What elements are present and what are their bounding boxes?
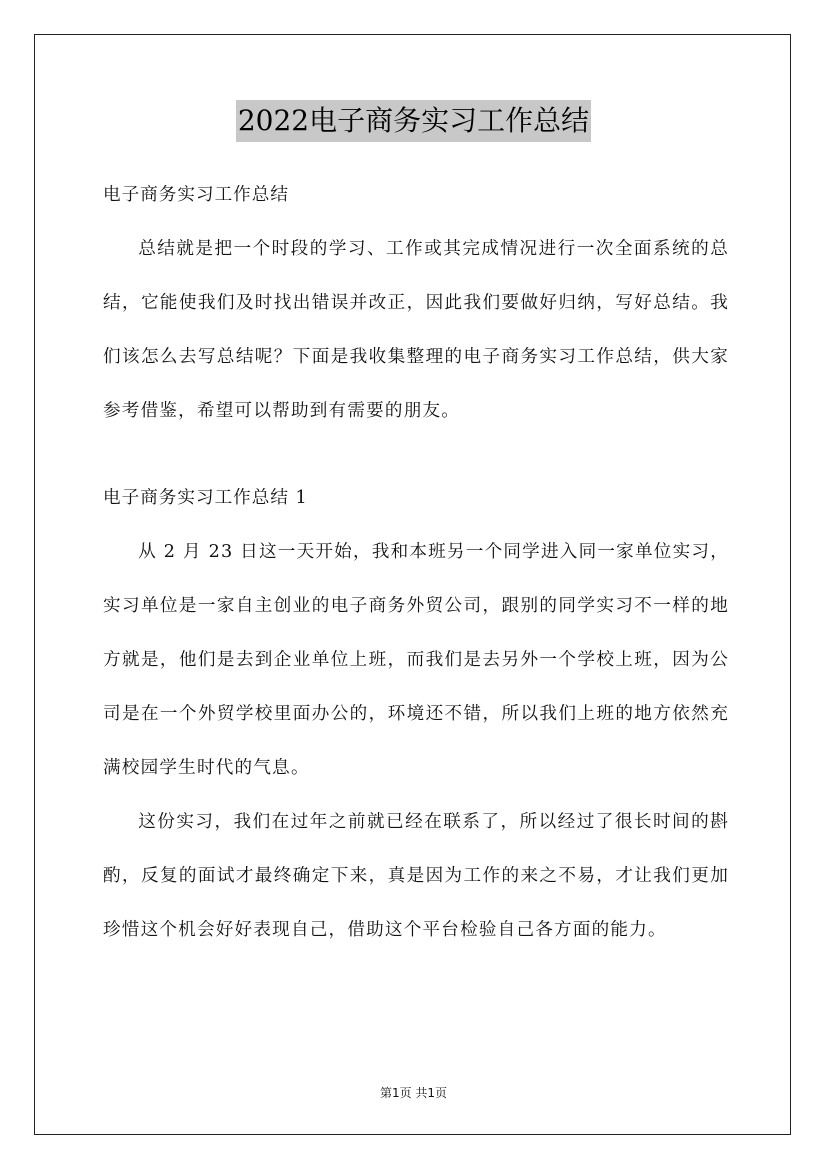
section1-paragraph-1: 从 2 月 23 日这一天开始，我和本班另一个同学进入同一家单位实习，实习单位是一家自主创业的电子商务外贸公司，跟别的同学实习不一样的地方就是，他们是去到企业单位上班，而我们是去另外一个学校上班，因为公司是在一个外贸学校里面办公的，环境还不错，所以我们上班的地方依然充满校园学生时代的气息。 [103,542,729,778]
title-container [0,100,827,142]
intro-paragraph: 总结就是把一个时段的学习、工作或其完成情况进行一次全面系统的总结，它能使我们及时找出错误并改正，因此我们要做好归纳，写好总结。我们该怎么去写总结呢？下面是我收集整理的电子商务实习工作总结，供大家参考借鉴，希望可以帮助到有需要的朋友。 [103,239,729,421]
section-spacer [103,438,729,471]
intro-heading: 电子商务实习工作总结 [103,185,289,205]
section1-paragraph-2: 这份实习，我们在过年之前就已经在联系了，所以经过了很长时间的斟酌，反复的面试才最终确定下来，真是因为工作的来之不易，才让我们更加珍惜这个机会好好表现自己，借助这个平台检验自己各方面的能力。 [103,812,729,940]
page-footer: 第1页 共1页 [379,1086,448,1100]
section1-heading: 电子商务实习工作总结 1 [103,488,308,508]
document-body [103,168,729,957]
document-title: 2022电子商务实习工作总结 [236,100,591,142]
